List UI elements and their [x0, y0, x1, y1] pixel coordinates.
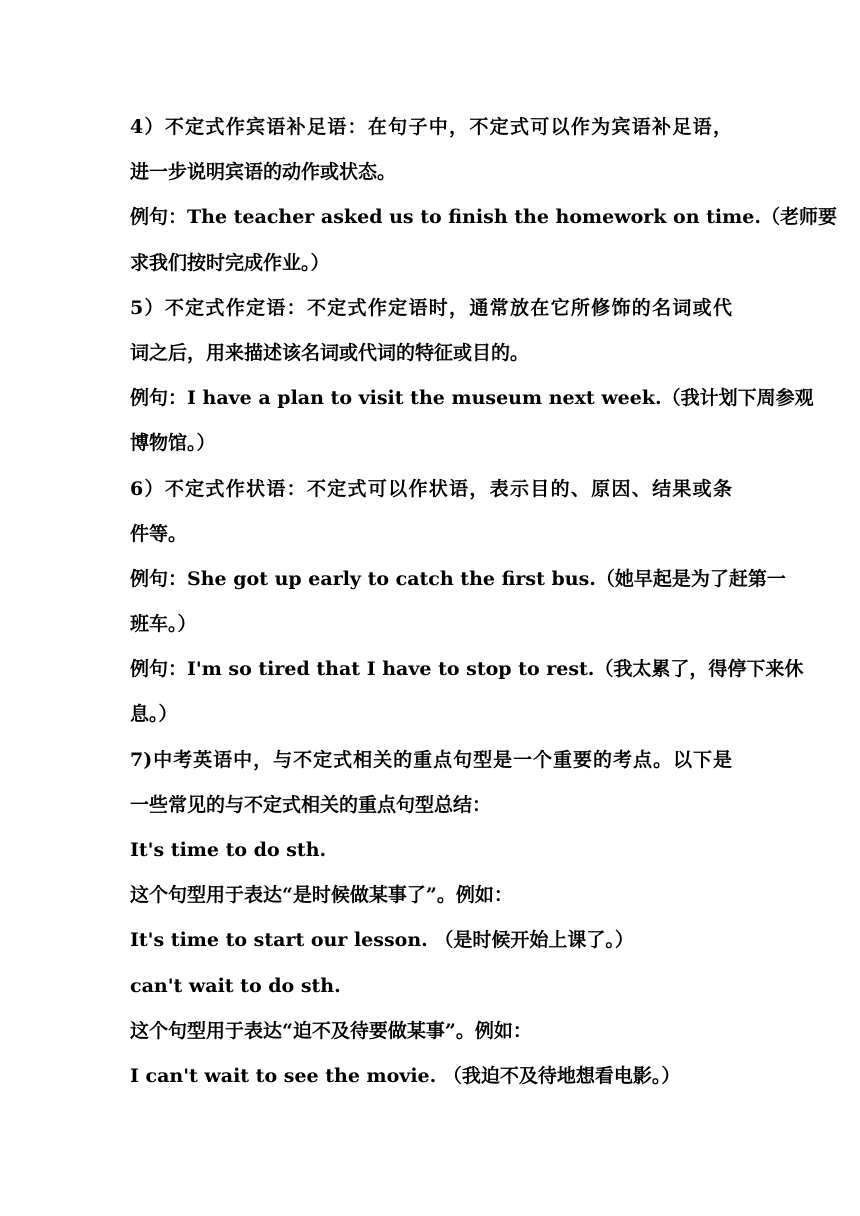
text-line: It's time to do sth. [130, 839, 327, 861]
text-line: 6）不定式作状语：不定式可以作状语，表示目的、原因、结果或条 [130, 477, 732, 500]
text-line: 进一步说明宾语的动作或状态。 [130, 161, 397, 184]
text-line: 班车。） [130, 613, 197, 636]
text-line: 例句：I have a plan to visit the museum next week.（我计划下周参观 [130, 387, 814, 410]
text-line: 这个句型用于表达“迫不及待要做某事”。例如： [130, 1019, 532, 1042]
text-line: 一些常见的与不定式相关的重点句型总结： [130, 793, 492, 816]
text-line: 词之后，用来描述该名词或代词的特征或目的。 [130, 341, 530, 364]
text-line: 例句：I'm so tired that I have to stop to rest.（我太累了，得停下来休 [130, 658, 804, 681]
text-line: 件等。 [130, 522, 188, 545]
text-line: 例句：She got up early to catch the first bus.（她早起是为了赶第一 [130, 567, 786, 590]
text-line: 博物馆。） [130, 432, 216, 455]
document-body [130, 105, 837, 1099]
text-line: 4）不定式作宾语补足语：在句子中，不定式可以作为宾语补足语， [130, 116, 732, 138]
text-line: 求我们按时完成作业。） [130, 251, 330, 274]
text-line: 5）不定式作定语：不定式作定语时，通常放在它所修饰的名词或代 [130, 296, 732, 319]
text-line: 例句：The teacher asked us to finish the homework on time.（老师要 [130, 206, 837, 229]
text-line: I can't wait to see the movie. （我迫不及待地想看电影。） [130, 1064, 681, 1087]
text-line: 7)中考英语中，与不定式相关的重点句型是一个重要的考点。以下是 [130, 748, 732, 771]
text-line: 息。） [130, 703, 178, 726]
text-line: It's time to start our lesson. （是时候开始上课了。） [130, 929, 634, 952]
text-line: can't wait to do sth. [130, 974, 341, 997]
text-line: 这个句型用于表达“是时候做某事了”。例如： [130, 884, 513, 907]
